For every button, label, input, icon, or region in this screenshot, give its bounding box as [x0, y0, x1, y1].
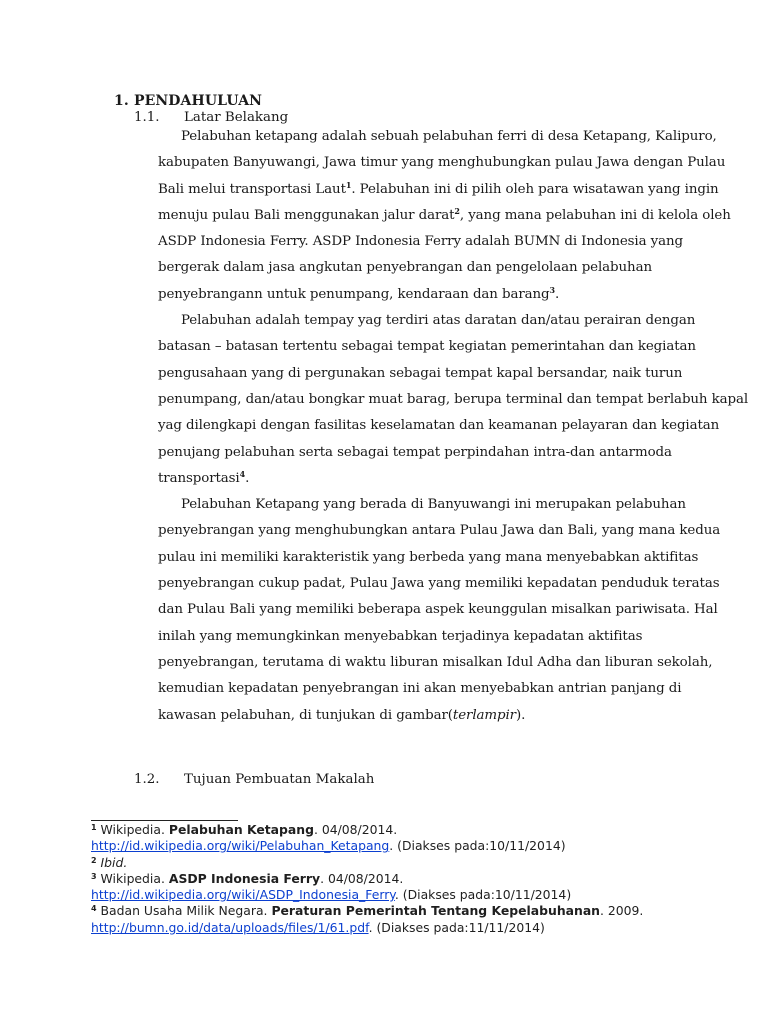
paragraph-line: kabupaten Banyuwangi, Jawa timur yang menghubungkan pulau Jawa dengan Pulau [158, 155, 726, 171]
paragraph-line: Bali melui transportasi Laut$^1$. Pelabuhan ini di pilih oleh para wisatawan yang ingin [158, 179, 719, 197]
footnote-3-link[interactable]: http://id.wikipedia.org/wiki/ASDP_Indonesia_Ferry [91, 887, 395, 903]
footnote-4: $^4$ Badan Usaha Milik Negara. Peraturan Pemerintah Tentang Kepelabuhanan. 2009. [91, 903, 644, 919]
paragraph-line: batasan – batasan tertentu sebagai tempat kegiatan pemerintahan dan kegiatan [158, 339, 696, 355]
paragraph-line: penumpang, dan/atau bongkar muat barag, berupa terminal dan tempat berlabuh kapal [158, 391, 749, 407]
paragraph-line: Pelabuhan Ketapang yang berada di Banyuwangi ini merupakan pelabuhan [181, 497, 686, 513]
subsection-heading-background [134, 110, 288, 125]
footnote-separator [91, 820, 238, 821]
paragraph-line: bergerak dalam jasa angkutan penyebrangan dan pengelolaan pelabuhan [158, 260, 652, 276]
subsection-number: 1.1. [134, 110, 160, 125]
footnote-1: $^1$ Wikipedia. Pelabuhan Ketapang. 04/08/2014. [91, 822, 398, 837]
subsection-title: Latar Belakang [184, 110, 289, 125]
footnote-2: $^2$ Ibid. [91, 854, 128, 870]
footnote-4-link[interactable]: http://bumn.go.id/data/uploads/files/1/61.pdf [91, 919, 369, 935]
section-heading [114, 93, 262, 109]
paragraph-line: dan Pulau Bali yang memiliki beberapa aspek keunggulan misalkan pariwisata. Hal [158, 602, 718, 618]
paragraph-line: inilah yang memungkinkan menyebabkan terjadinya kepadatan aktifitas [158, 628, 643, 644]
body-text [158, 124, 749, 729]
paragraph-line: Pelabuhan ketapang adalah sebuah pelabuhan ferri di desa Ketapang, Kalipuro, [181, 129, 717, 144]
footnote-3: $^3$ Wikipedia. ASDP Indonesia Ferry. 04/08/2014. [91, 870, 404, 886]
paragraph-line: penyebrangan cukup padat, Pulau Jawa yang memiliki kepadatan penduduk teratas [158, 576, 720, 592]
footnote-ref: 2 [454, 205, 460, 216]
paragraph-line: pulau ini memiliki karakteristik yang berbeda yang mana menyebabkan aktifitas [158, 549, 699, 565]
paragraph-line: menuju pulau Bali menggunakan jalur darat$^2$, yang mana pelabuhan ini di kelola oleh [158, 205, 731, 223]
subsection-title: Tujuan Pembuatan Makalah [184, 772, 375, 787]
paragraph-line: penyebrangan, terutama di waktu liburan misalkan Idul Adha dan liburan sekolah, [158, 654, 713, 670]
footnote-ref: 4 [239, 468, 246, 479]
paragraph-line: transportasi$^4$. [158, 468, 250, 486]
subsection-heading-purpose [134, 772, 374, 787]
paragraph-line: ASDP Indonesia Ferry. ASDP Indonesia Ferry adalah BUMN di Indonesia yang [158, 234, 684, 250]
footnote-1-link-line: http://id.wikipedia.org/wiki/Pelabuhan_Ketapang. (Diakses pada:10/11/2014) [91, 838, 566, 854]
paragraph-line: Pelabuhan adalah tempay yag terdiri atas daratan dan/atau perairan dengan [181, 313, 696, 329]
footnote-ref: 3 [549, 284, 555, 295]
section-number: 1. [114, 93, 129, 109]
paragraph-line: penyebrangann untuk penumpang, kendaraan dan barang$^3$. [158, 284, 560, 302]
paragraph-line: penyebrangan yang menghubungkan antara Pulau Jawa dan Bali, yang mana kedua [158, 523, 721, 539]
paragraph-line: yag dilengkapi dengan fasilitas keselamatan dan keamanan pelayaran dan kegiatan [158, 418, 720, 434]
paragraph-line: kawasan pelabuhan, di tunjukan di gambar(terlampir). [158, 707, 526, 723]
footnote-3-link-line: http://id.wikipedia.org/wiki/ASDP_Indonesia_Ferry. (Diakses pada:10/11/2014) [91, 887, 572, 903]
subsection-number: 1.2. [134, 772, 160, 787]
paragraph-line: penujang pelabuhan serta sebagai tempat perpindahan intra-dan antarmoda [158, 444, 672, 460]
footnotes [91, 822, 731, 936]
footnote-1-link[interactable]: http://id.wikipedia.org/wiki/Pelabuhan_Ketapang [91, 838, 390, 854]
footnote-4-link-line: http://bumn.go.id/data/uploads/files/1/61.pdf. (Diakses pada:11/11/2014) [91, 919, 545, 935]
paragraph-line: kemudian kepadatan penyebrangan ini akan menyebabkan antrian panjang di [158, 681, 682, 697]
paragraph-line: pengusahaan yang di pergunakan sebagai tempat kapal bersandar, naik turun [158, 365, 683, 381]
footnote-ref: 1 [345, 179, 352, 190]
section-title: PENDAHULUAN [134, 93, 263, 109]
